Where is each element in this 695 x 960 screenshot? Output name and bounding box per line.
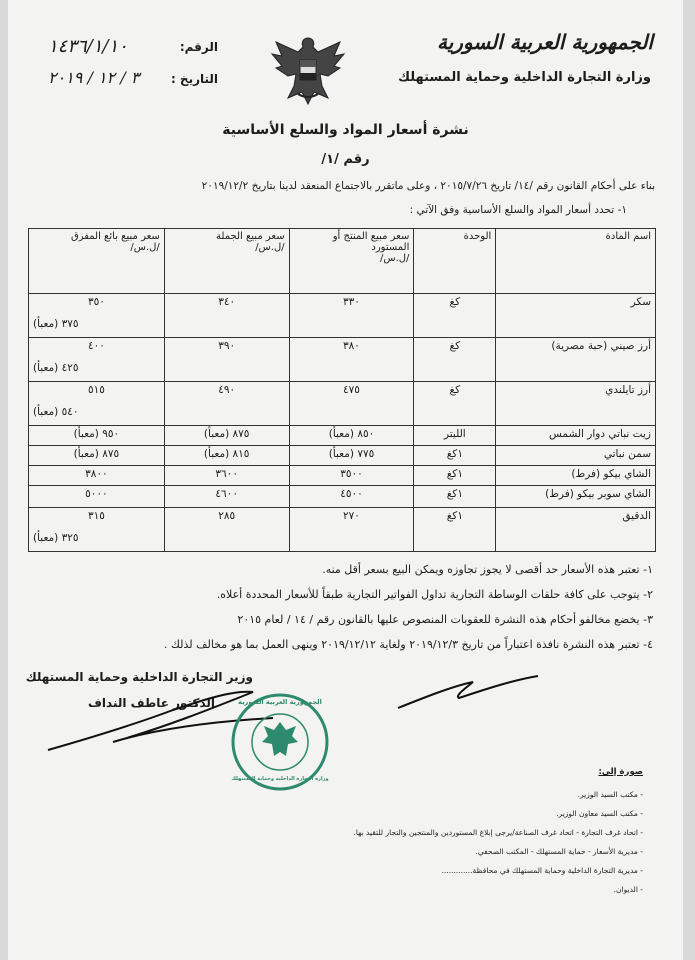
unit-cell: كغ	[414, 294, 496, 338]
producer-price-cell: ٧٧٥ (معبأ)	[289, 446, 414, 466]
producer-price-cell: ٣٨٠	[289, 338, 414, 382]
item-cell: زيت نباتي دوار الشمس	[496, 426, 656, 446]
item-cell: الشاي بيكو (فرط)	[496, 466, 656, 486]
header-producer: سعر مبيع المنتج أو المستورد /ل.س/	[289, 229, 414, 294]
wholesale-price-cell: ٣٤٠	[164, 294, 289, 338]
wholesale-price-cell: ٨١٥ (معبأ)	[164, 446, 289, 466]
intro-paragraph: بناء على أحكام القانون رقم /١٤/ تاريخ ٢٠١٥/٧/٢٦ ، وعلى ماتقرر بالاجتماع المنعقد لدينا بتاريخ ٢٠١٩/١٢/٢	[201, 180, 655, 192]
unit-cell: ١كغ	[414, 466, 496, 486]
retail-price-cell: ٣٨٠٠	[29, 466, 165, 486]
header-unit: الوحدة	[414, 229, 496, 294]
unit-cell: ١كغ	[414, 508, 496, 552]
retail-price-cell: ٤٠٠ ٤٢٥ (معبأ)	[29, 338, 165, 382]
table-row	[29, 446, 656, 466]
clause-item: ١- تعتبر هذه الأسعار حد أقصى لا يجوز تجاوزه ويمكن البيع بسعر أقل منه.	[322, 563, 653, 576]
wholesale-price-cell: ٢٨٥	[164, 508, 289, 552]
minister-name: الدكتور عاطف النداف	[87, 696, 215, 710]
item-cell: أرز تايلندي	[496, 382, 656, 426]
table-row	[29, 486, 656, 508]
reference-number: الرقم: ١٤٣٦/١/١٠	[48, 36, 218, 57]
header-retail: سعر مبيع بائع المفرق /ل.س/	[29, 229, 165, 294]
table-row	[29, 508, 656, 552]
retail-price-cell: ٩٥٠ (معبأ)	[29, 426, 165, 446]
cc-item: - مديرية الأسعار - حماية المستهلك - المكتب الصحفي.	[475, 847, 643, 856]
item-cell: سكر	[496, 294, 656, 338]
wholesale-price-cell: ٤٦٠٠	[164, 486, 289, 508]
intro-item: ١- تحدد أسعار المواد والسلع الأساسية وفق الآتي :	[409, 204, 627, 216]
table-row	[29, 382, 656, 426]
document-title: نشرة أسعار المواد والسلع الأساسية	[222, 122, 469, 138]
producer-price-cell: ٣٣٠	[289, 294, 414, 338]
document-page	[8, 0, 683, 960]
wholesale-price-cell: ٣٦٠٠	[164, 466, 289, 486]
republic-heading: الجمهورية العربية السورية	[437, 30, 653, 54]
producer-price-cell: ٢٧٠	[289, 508, 414, 552]
table-row	[29, 294, 656, 338]
unit-cell: كغ	[414, 338, 496, 382]
retail-price-cell: ٣١٥ ٣٢٥ (معبأ)	[29, 508, 165, 552]
item-cell: الدقيق	[496, 508, 656, 552]
table-header-row	[29, 229, 656, 294]
wholesale-price-cell: ٣٩٠	[164, 338, 289, 382]
cc-item: - مديرية التجارة الداخلية وحماية المستهلك في محافظة.............	[441, 866, 643, 875]
producer-price-cell: ٨٥٠ (معبأ)	[289, 426, 414, 446]
prices-table	[28, 228, 656, 552]
table-row	[29, 426, 656, 446]
retail-price-cell: ٥١٥ ٥٤٠ (معبأ)	[29, 382, 165, 426]
header-item: اسم المادة	[496, 229, 656, 294]
retail-price-cell: ٥٠٠٠	[29, 486, 165, 508]
cc-item: - اتحاد غرف التجارة - اتحاد غرف الصناعة/يرجى إبلاغ المستوردين والمنتجين والتجار للتقيد بها.	[353, 828, 643, 837]
producer-price-cell: ٤٧٥	[289, 382, 414, 426]
wholesale-price-cell: ٤٩٠	[164, 382, 289, 426]
item-cell: أرز صيني (حبة مصرية)	[496, 338, 656, 382]
wholesale-price-cell: ٨٧٥ (معبأ)	[164, 426, 289, 446]
unit-cell: ١كغ	[414, 486, 496, 508]
initials-scribble-icon	[393, 668, 543, 718]
cc-item: - مكتب السيد الوزير.	[577, 790, 643, 799]
cc-item: - الديوان.	[613, 885, 643, 894]
retail-price-cell: ٣٥٠ ٣٧٥ (معبأ)	[29, 294, 165, 338]
document-date: التاريخ : ٣ / ١٢ / ٢٠١٩	[48, 68, 218, 87]
producer-price-cell: ٤٥٠٠	[289, 486, 414, 508]
item-cell: الشاي سوبر بيكو (فرط)	[496, 486, 656, 508]
cc-title: صورة إلى:	[598, 767, 643, 777]
table-row	[29, 338, 656, 382]
official-stamp: الجمهورية العربية السورية وزارة التجارة الداخلية وحماية المستهلك	[230, 692, 330, 792]
unit-cell: كغ	[414, 382, 496, 426]
header-wholesale: سعر مبيع الجملة /ل.س/	[164, 229, 289, 294]
syrian-eagle-emblem-icon	[268, 32, 348, 108]
unit-cell: ١كغ	[414, 446, 496, 466]
minister-title: وزير التجارة الداخلية وحماية المستهلك	[25, 670, 253, 684]
cc-item: - مكتب السيد معاون الوزير.	[556, 809, 643, 818]
retail-price-cell: ٨٧٥ (معبأ)	[29, 446, 165, 466]
clause-item: ٣- يخضع مخالفو أحكام هذه النشرة للعقوبات المنصوص عليها بالقانون رقم / ١٤ / لعام ٢٠١٥	[237, 613, 653, 626]
ministry-heading: وزارة التجارة الداخلية وحماية المستهلك	[398, 70, 651, 85]
clause-item: ٢- يتوجب على كافة حلقات الوساطة التجارية تداول الفواتير التجارية طبقاً للأسعار المحددة أعلاه.	[216, 588, 653, 601]
producer-price-cell: ٣٥٠٠	[289, 466, 414, 486]
unit-cell: الليتر	[414, 426, 496, 446]
clause-item: ٤- تعتبر هذه النشرة نافذة اعتباراً من تاريخ ٢٠١٩/١٢/٣ ولغاية ٢٠١٩/١٢/١٢ وينهى العمل بما هو مخالف لذلك .	[163, 638, 653, 651]
bulletin-number: رقم /١/	[321, 152, 370, 167]
table-row	[29, 466, 656, 486]
item-cell: سمن نباتي	[496, 446, 656, 466]
